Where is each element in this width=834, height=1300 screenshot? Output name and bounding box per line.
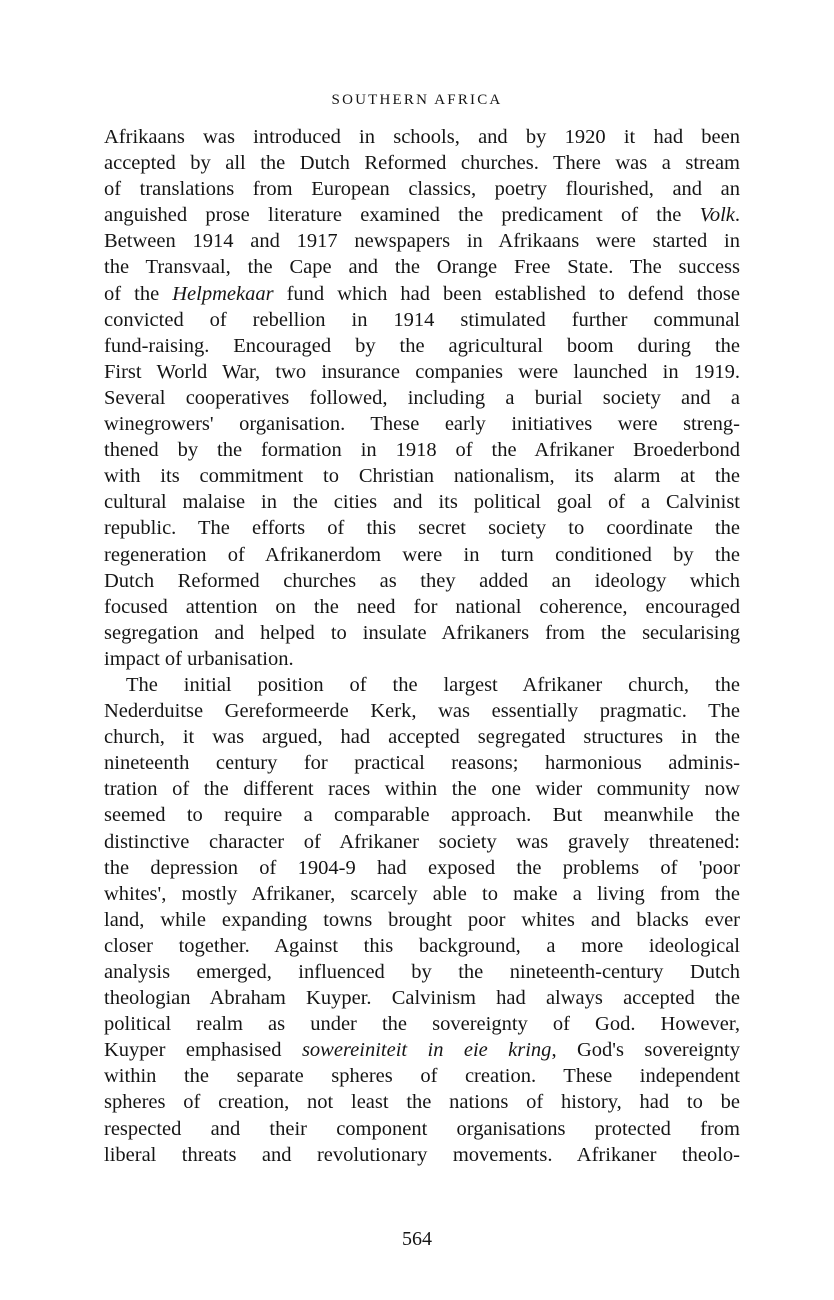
text-line: liberal threats and revolutionary movements. Afrikaner theolo- [104,1143,740,1166]
text-line: analysis emerged, influenced by the nineteenth-century Dutch [104,961,740,983]
text-line: spheres of creation, not least the nations of history, had to be [104,1091,740,1114]
page-number: 564 [402,1228,432,1250]
text-line: regeneration of Afrikanerdom were in turn conditioned by the [104,543,740,566]
text-line: Several cooperatives followed, including a burial society and a [104,386,740,409]
text-line: with its commitment to Christian nationalism, its alarm at the [104,465,740,488]
text-line: accepted by all the Dutch Reformed churches. There was a stream [104,152,740,175]
text-line: focused attention on the need for national coherence, encouraged [104,595,740,618]
text-line: Nederduitse Gereformeerde Kerk, was essentially pragmatic. The [104,700,740,723]
italic-phrase: sowereiniteit in eie kring [301,1039,552,1062]
text-line: closer together. Against this background, a more ideological [104,934,740,957]
text-line: First World War, two insurance companies were launched in 1919. [104,360,740,383]
text-line: within the separate spheres of creation. These independent [104,1065,740,1088]
text-line: distinctive character of Afrikaner society was gravely threatened: [104,830,740,853]
text-line: republic. The efforts of this secret society to coordinate the [104,517,740,540]
text-line: fund-raising. Encouraged by the agricultural boom during the [104,334,740,357]
text-line-italic-helpmekaar: of the Helpmekaar fund which had been established to defend those [104,282,740,305]
running-head: SOUTHERN AFRICA [331,92,503,108]
text-line: segregation and helped to insulate Afrikaners from the secularising [104,621,740,644]
text-line-italic-sowereiniteit: Kuyper emphasised sowereiniteit in eie kring, God's sovereignty [104,1039,740,1062]
italic-phrase: Helpmekaar [172,282,274,305]
text-line: convicted of rebellion in 1914 stimulated further communal [104,308,740,331]
text-line: Afrikaans was introduced in schools, and by 1920 it had been [104,126,740,148]
text-line: Between 1914 and 1917 newspapers in Afrikaans were started in [104,230,740,253]
text-line: political realm as under the sovereignty of God. However, [104,1013,740,1036]
italic-phrase: Volk [699,204,735,227]
text-line: tration of the different races within the one wider community now [104,778,740,801]
text-line: the Transvaal, the Cape and the Orange Free State. The success [104,256,740,279]
text-line: thened by the formation in 1918 of the Afrikaner Broederbond [104,439,740,462]
text-line-paragraph-end: impact of urbanisation. [104,647,294,670]
text-line: respected and their component organisations protected from [104,1117,740,1140]
body-text [104,124,740,1168]
text-line: winegrowers' organisation. These early initiatives were streng- [104,413,740,436]
text-line: cultural malaise in the cities and its political goal of a Calvinist [104,491,740,514]
text-line: Dutch Reformed churches as they added an ideology which [104,569,740,592]
text-line-paragraph-start: The initial position of the largest Afrikaner church, the [126,673,740,696]
text-line: land, while expanding towns brought poor whites and blacks ever [104,908,740,931]
text-line: of translations from European classics, poetry flourished, and an [104,178,740,201]
text-line: church, it was argued, had accepted segregated structures in the [104,726,740,749]
text-line: nineteenth century for practical reasons; harmonious adminis- [104,752,740,775]
text-line: theologian Abraham Kuyper. Calvinism had always accepted the [104,987,740,1010]
text-line-italic-volk: anguished prose literature examined the predicament of the Volk. [104,204,740,227]
text-line: seemed to require a comparable approach. But meanwhile the [104,804,740,827]
text-line: whites', mostly Afrikaner, scarcely able to make a living from the [104,882,740,905]
text-line: the depression of 1904-9 had exposed the problems of 'poor [104,856,740,879]
